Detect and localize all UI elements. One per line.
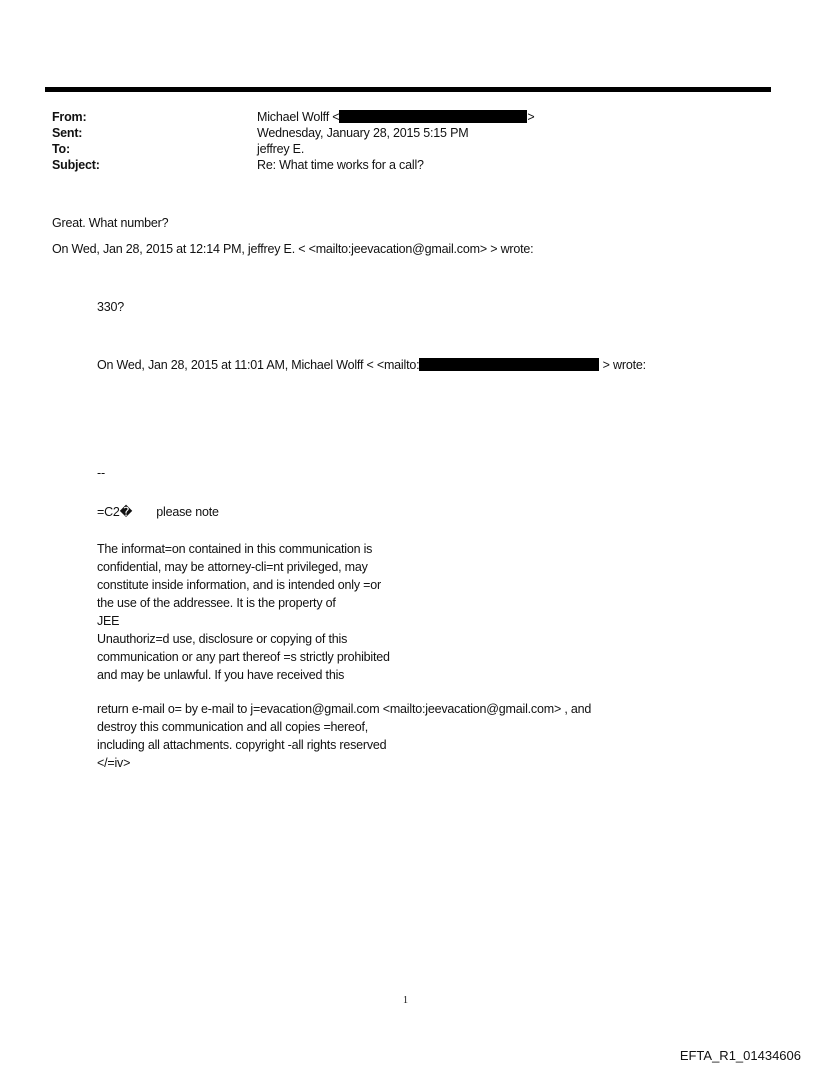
redaction-box: [419, 358, 599, 371]
disclaimer-line: and may be unlawful. If you have received this: [97, 668, 345, 682]
quote1-attribution: On Wed, Jan 28, 2015 at 12:14 PM, jeffrey E. < <mailto:jeevacation@gmail.com> > wrote:: [52, 242, 534, 256]
document-id: EFTA_R1_01434606: [679, 1048, 801, 1063]
page-number: 1: [403, 995, 408, 1006]
note-prefix: =C2�: [97, 505, 133, 519]
disclaimer-line: confidential, may be attorney-cli=nt privileged, may: [97, 560, 368, 574]
from-name: Michael Wolff <: [257, 110, 340, 124]
disclaimer-line: Unauthoriz=d use, disclosure or copying of this: [97, 632, 348, 646]
disclaimer: [97, 540, 390, 684]
subject-label: Subject:: [52, 158, 100, 172]
sent-value: Wednesday, January 28, 2015 5:15 PM: [257, 126, 469, 140]
return-line: </=iv>: [97, 756, 131, 770]
from-suffix: >: [527, 110, 535, 124]
return-notice: [97, 700, 591, 772]
quote1-text: 330?: [97, 300, 125, 314]
signature-separator: --: [97, 466, 105, 480]
to-value: jeffrey E.: [257, 142, 305, 156]
note-text: please note: [156, 505, 219, 519]
disclaimer-line: The informat=on contained in this communication is: [97, 542, 373, 556]
quote2-attribution: [97, 357, 646, 373]
from-label: From:: [52, 110, 87, 124]
redaction-box: [339, 110, 527, 123]
disclaimer-line: the use of the addressee. It is the property of: [97, 596, 336, 610]
sent-label: Sent:: [52, 126, 83, 140]
quote2-suffix: > wrote:: [602, 358, 646, 372]
subject-value: Re: What time works for a call?: [257, 158, 424, 172]
return-line: return e-mail o= by e-mail to j=evacation@gmail.com <mailto:jeevacation@gmail.com> , and: [97, 702, 592, 716]
return-line: destroy this communication and all copies =hereof,: [97, 720, 369, 734]
disclaimer-line: constitute inside information, and is intended only =or: [97, 578, 381, 592]
reply-text: Great. What number?: [52, 216, 169, 230]
disclaimer-line: communication or any part thereof =s strictly prohibited: [97, 650, 390, 664]
note-line: [97, 504, 219, 520]
return-line: including all attachments. copyright -all rights reserved: [97, 738, 387, 752]
from-value: [257, 109, 534, 125]
disclaimer-line: JEE: [97, 614, 120, 628]
quote2-prefix: On Wed, Jan 28, 2015 at 11:01 AM, Michael Wolff < <mailto:: [97, 358, 420, 372]
header-rule: [45, 87, 771, 92]
to-label: To:: [52, 142, 70, 156]
